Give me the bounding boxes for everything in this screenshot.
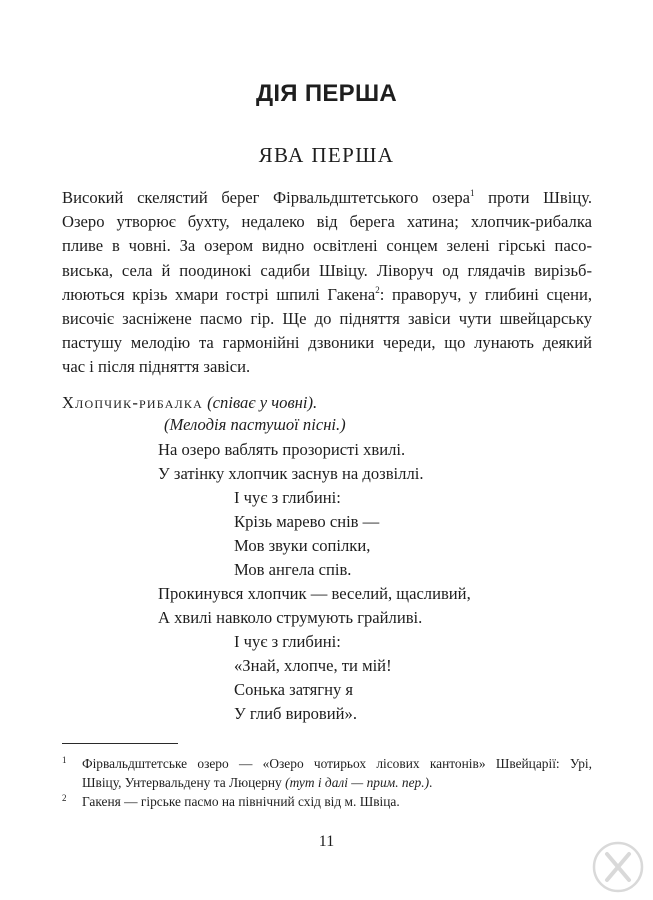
verse-line: Прокинувся хлопчик — веселий, щасливий, <box>158 584 471 603</box>
intro-line: пастушу мелодію та гармонійні дзвоники череди, що лунають деякий <box>62 333 592 353</box>
act-title: ДІЯ ПЕРША <box>255 80 398 107</box>
verse-line: «Знай, хлопче, ти мій! <box>234 656 392 675</box>
intro-line: височіє засніжене пасмо гір. Ще до підняття завіси чути швейцарську <box>62 309 592 329</box>
intro-line: люються крізь хмари гострі шпилі Гакена$^2$: праворуч, у глибині сцени, <box>62 284 593 304</box>
watermark-logo-icon <box>591 840 645 894</box>
verse-line: Мов ангела спів. <box>234 560 352 579</box>
footnote-2 <box>62 792 592 811</box>
page-number: 11 <box>318 833 335 850</box>
speaker-name: Хлопчик-рибалка <box>62 393 203 412</box>
stage-direction-melody: (Мелодія пастушої пісні.) <box>164 415 346 434</box>
speaker-line <box>62 391 317 415</box>
footnote-number: 1 <box>62 755 67 765</box>
verse-line: І чує з глибині: <box>234 632 341 651</box>
intro-line: Озеро утворює бухту, недалеко від берега хатина; хлопчик-рибалка <box>62 212 592 232</box>
verse-line: У затінку хлопчик заснув на дозвіллі. <box>158 464 424 483</box>
footnote-text: Швіцу, Унтервальдену та Люцерну (тут і далі — прим. пер.). <box>82 775 433 790</box>
footnote-ref-2[interactable]: 2 <box>375 284 380 295</box>
verse-line: І чує з глибині: <box>234 488 341 507</box>
scene-title: ЯВА ПЕРША <box>258 143 395 167</box>
intro-line: час і після підняття завіси. <box>62 357 251 377</box>
footnote-ref-1[interactable]: 1 <box>469 188 475 198</box>
stage-direction: (співає у човні). <box>207 393 318 412</box>
footnote-number: 2 <box>62 793 67 803</box>
intro-line: пливе в човні. За озером видно освітлені сонцем зелені гірські пасо- <box>62 236 592 256</box>
verse-line: Крізь марево снів — <box>234 512 380 531</box>
footnote-text: Гакеня — гірське пасмо на північний схід від м. Швіца. <box>82 794 400 809</box>
footnote-text: Фірвальдштетське озеро — «Озеро чотирьох лісових кантонів» Швейцарії: Урі, <box>82 756 592 771</box>
footnote-1 <box>62 754 592 792</box>
intro-line: виська, села й поодинокі садиби Швіцу. Ліворуч од глядачів вирізьб- <box>62 260 592 280</box>
intro-line: Високий скелястий берег Фірвальдштетського озера$^1$ проти Швіцу. <box>62 188 592 207</box>
verse-line: Мов звуки сопілки, <box>234 536 371 555</box>
verse-line: У глиб вировий». <box>234 704 357 723</box>
verse-line: На озеро ваблять прозористі хвилі. <box>158 440 406 459</box>
verse-line: Сонька затягну я <box>234 680 354 699</box>
stage-description <box>62 186 592 380</box>
verse-line: А хвилі навколо струмують грайливі. <box>158 608 423 627</box>
footnote-divider <box>62 743 178 744</box>
